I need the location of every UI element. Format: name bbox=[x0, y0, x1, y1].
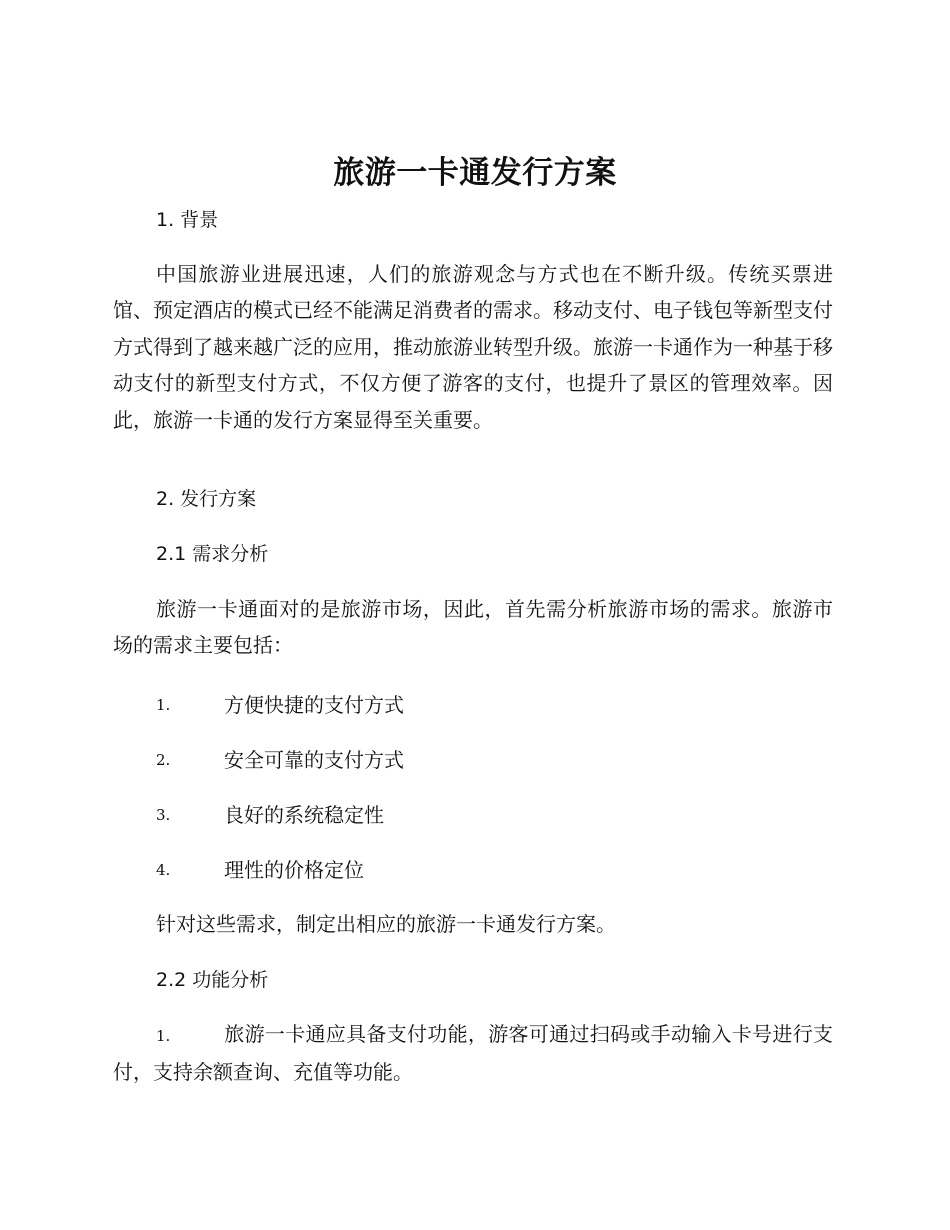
demand-paragraph: 旅游一卡通面对的是旅游市场，因此，首先需分析旅游市场的需求。旅游市场的需求主要包括： bbox=[113, 597, 833, 658]
section-heading-background: 1. 背景 bbox=[156, 209, 219, 231]
demand-conclusion: 针对这些需求，制定出相应的旅游一卡通发行方案。 bbox=[156, 912, 616, 936]
document-title: 旅游一卡通发行方案 bbox=[333, 155, 617, 191]
list-item-number: 3. bbox=[156, 806, 171, 824]
section-heading-function: 2.2 功能分析 bbox=[156, 969, 269, 991]
list-item-number: 1. bbox=[156, 696, 171, 714]
list-item-text: 安全可靠的支付方式 bbox=[224, 748, 404, 772]
section-heading-demand: 2.1 需求分析 bbox=[156, 543, 269, 565]
function-item-number: 1. bbox=[156, 1027, 171, 1045]
list-item-text: 方便快捷的支付方式 bbox=[224, 693, 404, 717]
list-item-number: 2. bbox=[156, 751, 171, 769]
list-item-number: 4. bbox=[156, 861, 171, 879]
section-heading-plan: 2. 发行方案 bbox=[156, 488, 257, 510]
function-list-item bbox=[113, 1016, 833, 1091]
function-item-text: 旅游一卡通应具备支付功能，游客可通过扫码或手动输入卡号进行支付，支持余额查询、充值等功能。 bbox=[113, 1022, 833, 1085]
list-item-text: 理性的价格定位 bbox=[224, 858, 364, 882]
background-paragraph: 中国旅游业进展迅速，人们的旅游观念与方式也在不断升级。传统买票进馆、预定酒店的模式已经不能满足消费者的需求。移动支付、电子钱包等新型支付方式得到了越来越广泛的应用，推动旅游业转型升级。旅游一卡通作为一种基于移动支付的新型支付方式，不仅方便了游客的支付，也提升了景区的管理效率。因此，旅游一卡通的发行方案显得至关重要。 bbox=[113, 262, 833, 432]
list-item-text: 良好的系统稳定性 bbox=[224, 803, 384, 827]
